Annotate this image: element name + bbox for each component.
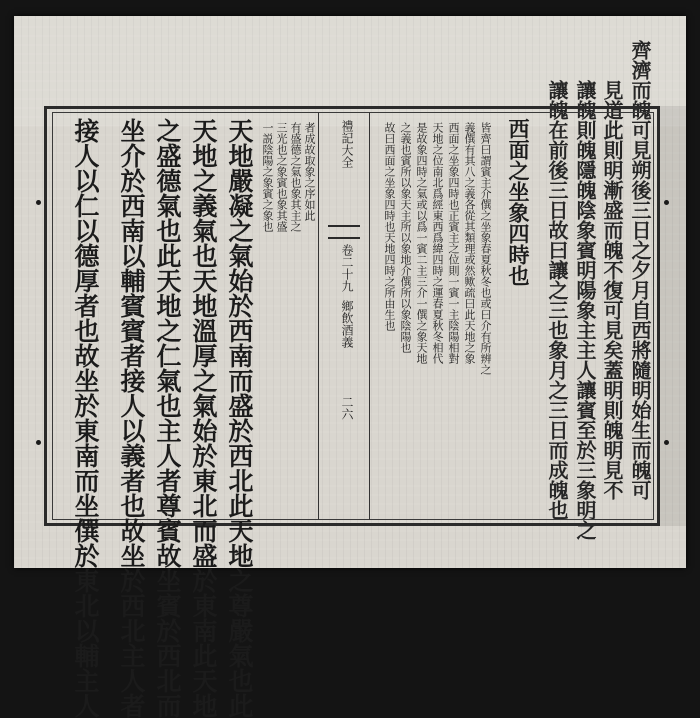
upper-column-2: 見道此則明漸盛而魄不復可見矣蓋明則魄明見不 <box>600 80 624 500</box>
upper-column-4: 讓魄在前後三日故曰讓之三也象月之三日而成魄也 <box>545 80 569 520</box>
center-left-column-4: 一説陰陽之象賓之象也 <box>261 122 274 232</box>
fish-tail-mark-bottom <box>328 237 360 239</box>
commentary-column-4: 天地之位南北爲經東西爲緯四時之運春夏秋冬相代 <box>431 122 444 364</box>
upper-column-1: 齊濟而魄可見朔後三日之夕月自西將隨明始生而魄可 <box>628 40 652 500</box>
main-column-3: 之盛德氣也此天地之仁氣也主人者尊賓故坐賓於西北而 <box>153 118 182 718</box>
main-column-4: 坐介於西南以輔賓賓者接人以義者也故坐於西北主人者 <box>117 118 146 718</box>
commentary-column-3: 西面之坐象四時也正賓主之位則一賓一主陰陽相對 <box>447 122 460 364</box>
center-left-column-2: 有盛德之氣也象其主之 <box>289 122 302 232</box>
center-left-column-1: 者成故取象之序如此 <box>303 122 316 221</box>
section-heading: 西面之坐象四時也 <box>506 118 531 286</box>
upper-column-3: 讓魄則魄隱魄陰象賓明陽象主主人讓賓至於三象明之 <box>573 80 597 540</box>
binding-hole <box>36 440 41 445</box>
main-column-1: 天地嚴凝之氣始於西南而盛於西北此天地之尊嚴氣也此 <box>225 118 254 718</box>
commentary-column-2: 義僎有其八之義各從其類理或然歟疏曰此天地之象 <box>463 122 476 364</box>
center-volume: 卷二十九 <box>340 244 354 292</box>
commentary-column-5: 是故象四時之氣或以爲一賓二主三介一僎之象天地 <box>415 122 428 364</box>
commentary-column-7: 故曰西面之坐象四時也天地四時之所由生也 <box>383 122 396 331</box>
main-column-2: 天地之義氣也天地溫厚之氣始於東北而盛於東南此天地 <box>189 118 218 718</box>
binding-hole <box>36 200 41 205</box>
binding-hole <box>664 200 669 205</box>
fish-tail-mark-top <box>328 225 360 227</box>
center-title: 禮記大全 <box>340 120 354 168</box>
center-left-column-3: 三光也之象賓也象其盛 <box>275 122 288 232</box>
center-leaf-number: 二六 <box>340 396 354 420</box>
center-chapter: 鄉飲酒義 <box>340 300 354 348</box>
main-column-5: 接人以仁以德厚者也故坐於東南而坐僎於東北以輔主人 <box>71 118 100 718</box>
commentary-column-6: 之義也賓所以象天主所以象地介僎所以象陰陽也 <box>399 122 412 353</box>
commentary-column-1: 皆齊曰謂賓主介僎之坐象春夏秋冬也或曰介有所辨之 <box>479 122 492 375</box>
binding-hole <box>664 440 669 445</box>
page-edge-strip <box>660 106 686 526</box>
